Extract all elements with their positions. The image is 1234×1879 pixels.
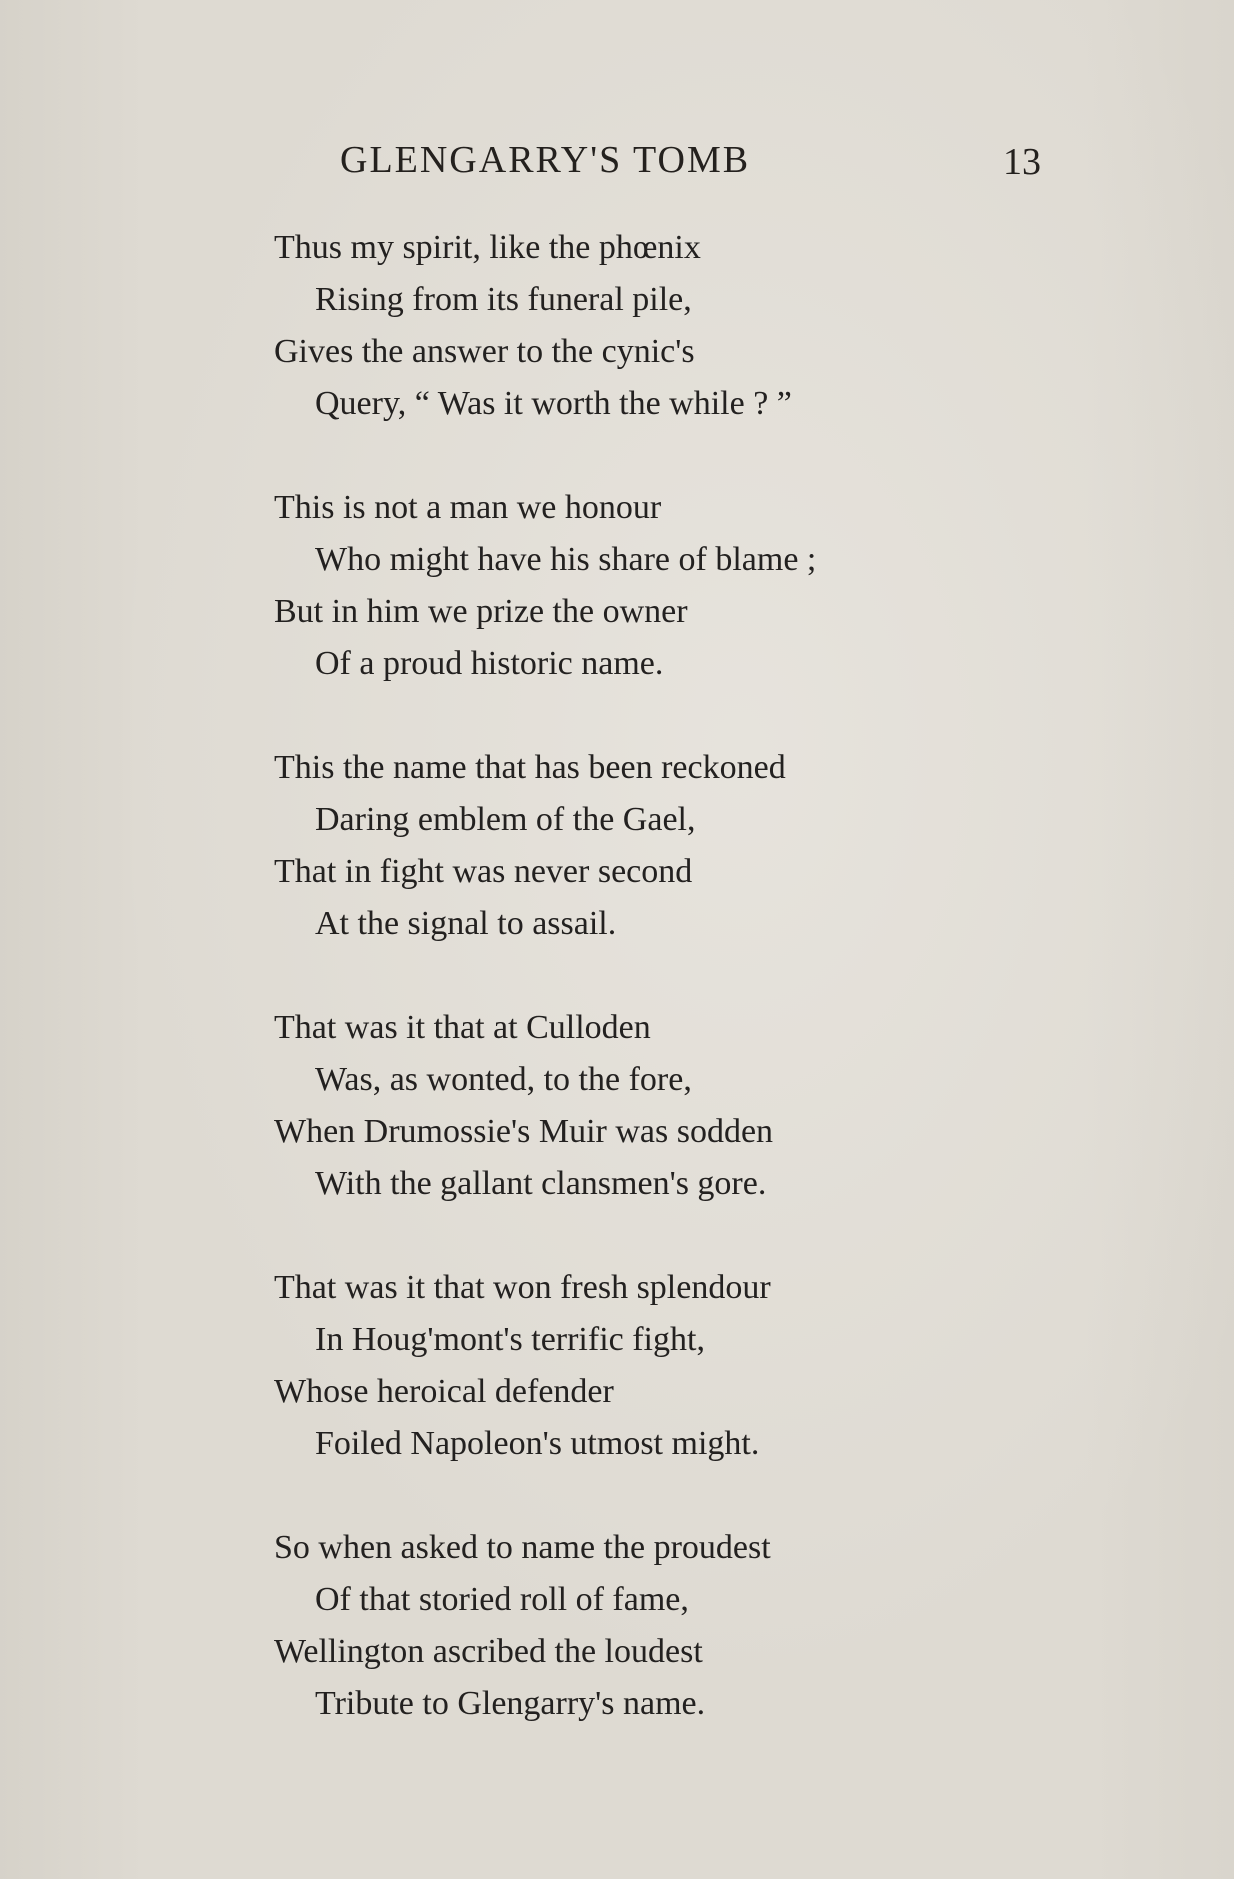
poem-line: This is not a man we honour <box>274 489 662 526</box>
poem-line: Tribute to Glengarry's name. <box>315 1685 706 1722</box>
poem-line: But in him we prize the owner <box>274 593 688 630</box>
poem-line: Daring emblem of the Gael, <box>315 801 696 838</box>
poem-line: Whose heroical defender <box>274 1373 614 1410</box>
poem-line: This the name that has been reckoned <box>274 749 786 786</box>
poem <box>274 222 994 1782</box>
poem-line: Rising from its funeral pile, <box>315 281 692 318</box>
poem-line: Wellington ascribed the loudest <box>274 1633 703 1670</box>
poem-line: That in fight was never second <box>274 853 693 890</box>
stanza-1 <box>274 222 994 430</box>
poem-line: That was it that won fresh splendour <box>274 1269 771 1306</box>
poem-line: Foiled Napoleon's utmost might. <box>315 1425 760 1462</box>
poem-line: Of that storied roll of fame, <box>315 1581 689 1618</box>
page-number: 13 <box>1003 141 1041 183</box>
running-head: GLENGARRY'S TOMB <box>340 139 751 181</box>
stanza-2 <box>274 482 994 690</box>
poem-line: In Houg'mont's terrific fight, <box>315 1321 705 1358</box>
poem-line: With the gallant clansmen's gore. <box>315 1165 767 1202</box>
poem-line: Who might have his share of blame ; <box>315 541 817 578</box>
poem-line: Gives the answer to the cynic's <box>274 333 695 370</box>
poem-line: Thus my spirit, like the phœnix <box>274 229 701 266</box>
poem-line: At the signal to assail. <box>315 905 617 942</box>
stanza-6 <box>274 1522 994 1730</box>
poem-line: So when asked to name the proudest <box>274 1529 771 1566</box>
poem-line: That was it that at Culloden <box>274 1009 651 1046</box>
poem-line: Was, as wonted, to the fore, <box>315 1061 692 1098</box>
poem-line: Of a proud historic name. <box>315 645 664 682</box>
stanza-5 <box>274 1262 994 1470</box>
poem-line: When Drumossie's Muir was sodden <box>274 1113 774 1150</box>
poem-line: Query, “ Was it worth the while ? ” <box>315 385 792 422</box>
stanza-3 <box>274 742 994 950</box>
stanza-4 <box>274 1002 994 1210</box>
